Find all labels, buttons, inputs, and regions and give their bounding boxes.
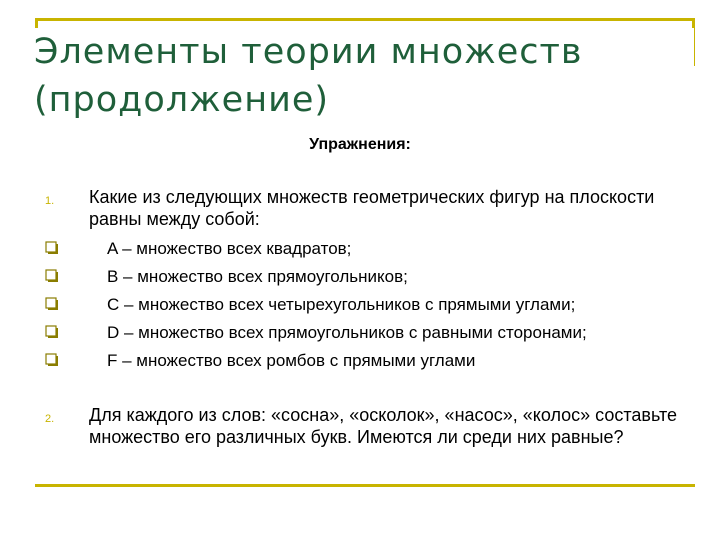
- checkbox-bullet-icon: [45, 241, 59, 255]
- exercise-text-1: Какие из следующих множеств геометрических фигур на плоскости равны между собой:: [89, 187, 655, 229]
- list-item-text: F – множество всех ромбов с прямыми углами: [107, 351, 476, 370]
- bottom-border-line: [35, 484, 695, 487]
- exercise-item-2: [45, 404, 685, 448]
- checkbox-bullet-icon: [45, 269, 59, 283]
- list-item-text: C – множество всех четырехугольников с прямыми углами;: [107, 295, 576, 314]
- list-item: [45, 266, 695, 294]
- list-item: [45, 322, 695, 350]
- list-item-text: D – множество всех прямоугольников с равными сторонами;: [107, 323, 587, 342]
- list-item: [45, 294, 695, 322]
- checkbox-bullet-icon: [45, 297, 59, 311]
- slide-title-line-2: (продолжение): [34, 80, 330, 120]
- list-item-text: B – множество всех прямоугольников;: [107, 267, 408, 286]
- list-item: [45, 350, 695, 378]
- slide-title: [34, 28, 694, 124]
- exercise-number-2: 2.: [45, 413, 55, 425]
- checkbox-bullet-icon: [45, 325, 59, 339]
- set-definition-list: [45, 238, 695, 378]
- slide-title-line-1: Элементы теории множеств: [34, 32, 583, 72]
- exercise-item-1: [45, 186, 685, 230]
- list-item-text: A – множество всех квадратов;: [107, 239, 352, 258]
- checkbox-bullet-icon: [45, 353, 59, 367]
- exercise-text-2: Для каждого из слов: «сосна», «осколок», «насос», «колос» составьте множество его различных букв. Имеются ли среди них равные?: [89, 405, 678, 447]
- exercises-heading: Упражнения:: [309, 136, 411, 153]
- top-border-line: [35, 18, 695, 21]
- exercise-number-1: 1.: [45, 195, 55, 207]
- list-item: [45, 238, 695, 266]
